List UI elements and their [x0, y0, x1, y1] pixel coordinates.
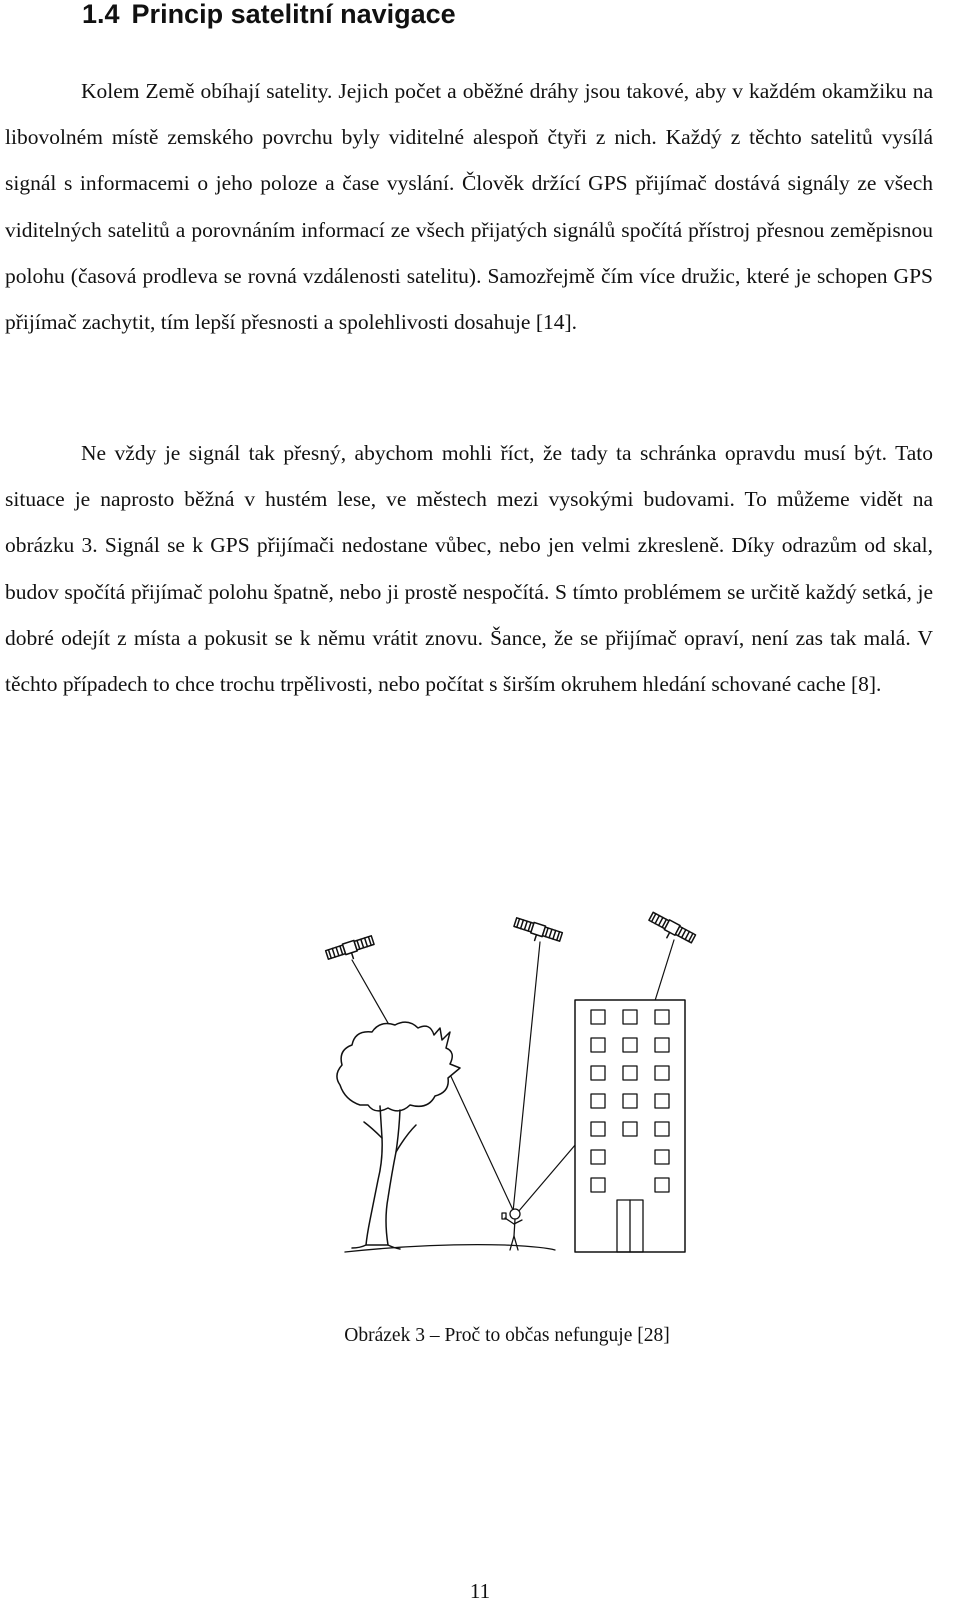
- section-title: Princip satelitní navigace: [131, 0, 456, 29]
- page-number: 11: [469, 1579, 491, 1603]
- satellite-icon: [512, 917, 563, 948]
- paragraph-2: Ne vždy je signál tak přesný, abychom mohli říct, že tady ta schránka opravdu musí být. Tato situace je naprosto běžná v hustém lese, ve městech mezi vysokými budovami. To můžeme vidět na obrázku 3. Signál se k GPS přijímači nedostane vůbec, nebo jen velmi zkresleně. Díky odrazům od skal, budov spočítá přijímač polohu špatně, nebo ji prostě nespočítá. S tímto problémem se určitě každý setká, je dobré odejít z místa a pokusit se k němu vrátit znovu. Šance, že se přijímač opraví, není zas tak malá. V těchto případech to chce trochu trpělivosti, nebo počítat s širším okruhem hledání schované cache [8].: [5, 441, 933, 697]
- section-heading: [82, 0, 456, 32]
- person-icon: [502, 1209, 522, 1250]
- satellite-icon: [646, 911, 696, 949]
- tree-icon: [337, 1022, 460, 1249]
- building-icon: [575, 1000, 685, 1252]
- figure-gps-signal-illustration: [300, 900, 770, 1290]
- paragraph-1: Kolem Země obíhají satelity. Jejich počet a oběžné dráhy jsou takové, aby v každém okamžiku na libovolném místě zemského povrchu byly viditelné alespoň čtyři z nich. Každý z těchto satelitů vysílá signál s informacemi o jeho poloze a čase vyslání. Člověk držící GPS přijímač dostává signály ze všech viditelných satelitů a porovnáním informací ze všech přijatých signálů spočítá přístroj přesnou zeměpisnou polohu (časová prodleva se rovná vzdálenosti satelitu). Samozřejmě čím více družic, které je schopen GPS přijímač zachytit, tím lepší přesnosti a spolehlivosti dosahuje [14].: [5, 79, 933, 335]
- section-number: 1.4: [82, 0, 120, 29]
- figure-caption: Obrázek 3 – Proč to občas nefunguje [28]: [344, 1325, 670, 1346]
- satellite-icon: [325, 935, 376, 966]
